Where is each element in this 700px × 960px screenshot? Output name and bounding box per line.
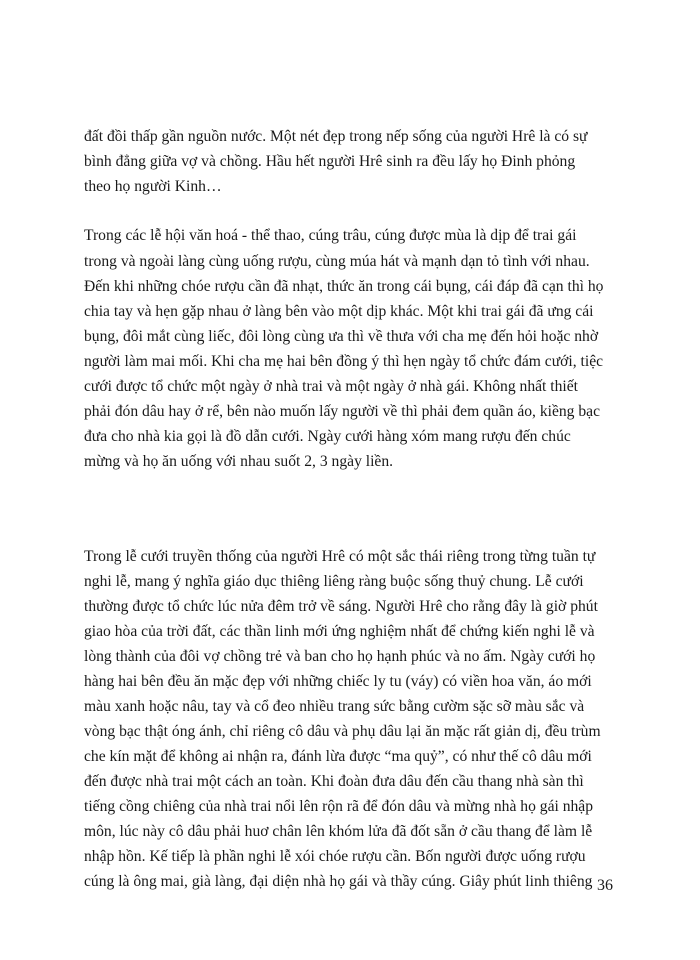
paragraph-line: đất đồi thấp gần nguồn nước. Một nét đẹp trong nếp sống của người Hrê là có sự <box>84 128 588 145</box>
paragraph-line: che kín mặt để không ai nhận ra, đánh lừa được “ma quỷ”, có như thế cô dâu mới <box>84 748 592 765</box>
paragraph-line: trong và ngoài làng cùng uống rượu, cùng múa hát và mạnh dạn tỏ tình với nhau. <box>84 253 590 270</box>
paragraph-line: đưa cho nhà kia gọi là đồ dẫn cưới. Ngày cưới hàng xóm mang rượu đến chúc <box>84 428 571 445</box>
paragraph-line: nhập hồn. Kế tiếp là phần nghi lễ xói chóe rượu cần. Bốn người được uống rượu <box>84 848 586 865</box>
paragraph-line: mừng và họ ăn uống với nhau suốt 2, 3 ngày liền. <box>84 453 394 470</box>
paragraph-line: hàng hai bên đều ăn mặc đẹp với những chiếc ly tu (váy) có viền hoa văn, áo mới <box>84 673 592 690</box>
paragraph-line: cúng là ông mai, già làng, đại diện nhà họ gái và thầy cúng. Giây phút linh thiêng <box>84 873 593 890</box>
paragraph-line: nghi lễ, mang ý nghĩa giáo dục thiêng liêng ràng buộc sống thuỷ chung. Lễ cưới <box>84 573 584 590</box>
paragraph-line: chia tay và hẹn gặp nhau ở làng bên vào một dịp khác. Một khi trai gái đã ưng cái <box>84 303 594 320</box>
paragraph-line: bụng, đôi mắt cùng liếc, đôi lòng cùng ưa thì về thưa với cha mẹ đến hỏi hoặc nhờ <box>84 328 599 345</box>
paragraph-line: tiếng cồng chiêng của nhà trai nổi lên rộn rã để đón dâu và mừng nhà họ gái nhập <box>84 798 594 815</box>
paragraph-line: Đến khi những chóe rượu cần đã nhạt, thức ăn trong cái bụng, cái đáp đã cạn thì họ <box>84 278 604 295</box>
paragraph-line: màu xanh hoặc nâu, tay và cổ đeo nhiều trang sức bằng cườm sặc sỡ màu sắc và <box>84 698 585 715</box>
paragraph-line: Trong lễ cưới truyền thống của người Hrê có một sắc thái riêng trong từng tuần tự <box>84 548 596 565</box>
paragraph-line: vòng bạc thật óng ánh, chỉ riêng cô dâu và phụ dâu lại ăn mặc rất giản dị, đều trùm <box>84 723 601 740</box>
paragraph-line: môn, lúc này cô dâu phải huơ chân lên khóm lửa đã đốt sẵn ở cầu thang để làm lễ <box>84 823 593 840</box>
paragraph-line: bình đẳng giữa vợ và chồng. Hầu hết người Hrê sinh ra đều lấy họ Đinh phỏng <box>84 153 576 170</box>
paragraph-line: giao hòa của trời đất, các thần linh mới ứng nghiệm nhất để chứng kiến nghi lễ và <box>84 623 595 640</box>
paragraph-line: phải đón dâu hay ở rể, bên nào muốn lấy người về thì phải đem quần áo, kiềng bạc <box>84 403 601 420</box>
paragraph-line: người làm mai mối. Khi cha mẹ hai bên đồng ý thì hẹn ngày tổ chức đám cưới, tiệc <box>84 353 604 370</box>
paragraph-line: lòng thành của đôi vợ chồng trẻ và ban cho họ hạnh phúc và no ấm. Ngày cưới họ <box>84 648 596 665</box>
paragraph-line: theo họ người Kinh… <box>84 178 222 195</box>
paragraph-line: Trong các lễ hội văn hoá - thể thao, cúng trâu, cúng được mùa là dịp để trai gái <box>84 227 577 244</box>
paragraph-line: thường được tổ chức lúc nửa đêm trở về sáng. Người Hrê cho rằng đây là giờ phút <box>84 598 598 615</box>
paragraph-line: cưới được tổ chức một ngày ở nhà trai và một ngày ở nhà gái. Không nhất thiết <box>84 378 578 395</box>
page-number: 36 <box>597 877 613 894</box>
paragraph-line: đến được nhà trai một cách an toàn. Khi đoàn đưa dâu đến cầu thang nhà sàn thì <box>84 773 584 790</box>
